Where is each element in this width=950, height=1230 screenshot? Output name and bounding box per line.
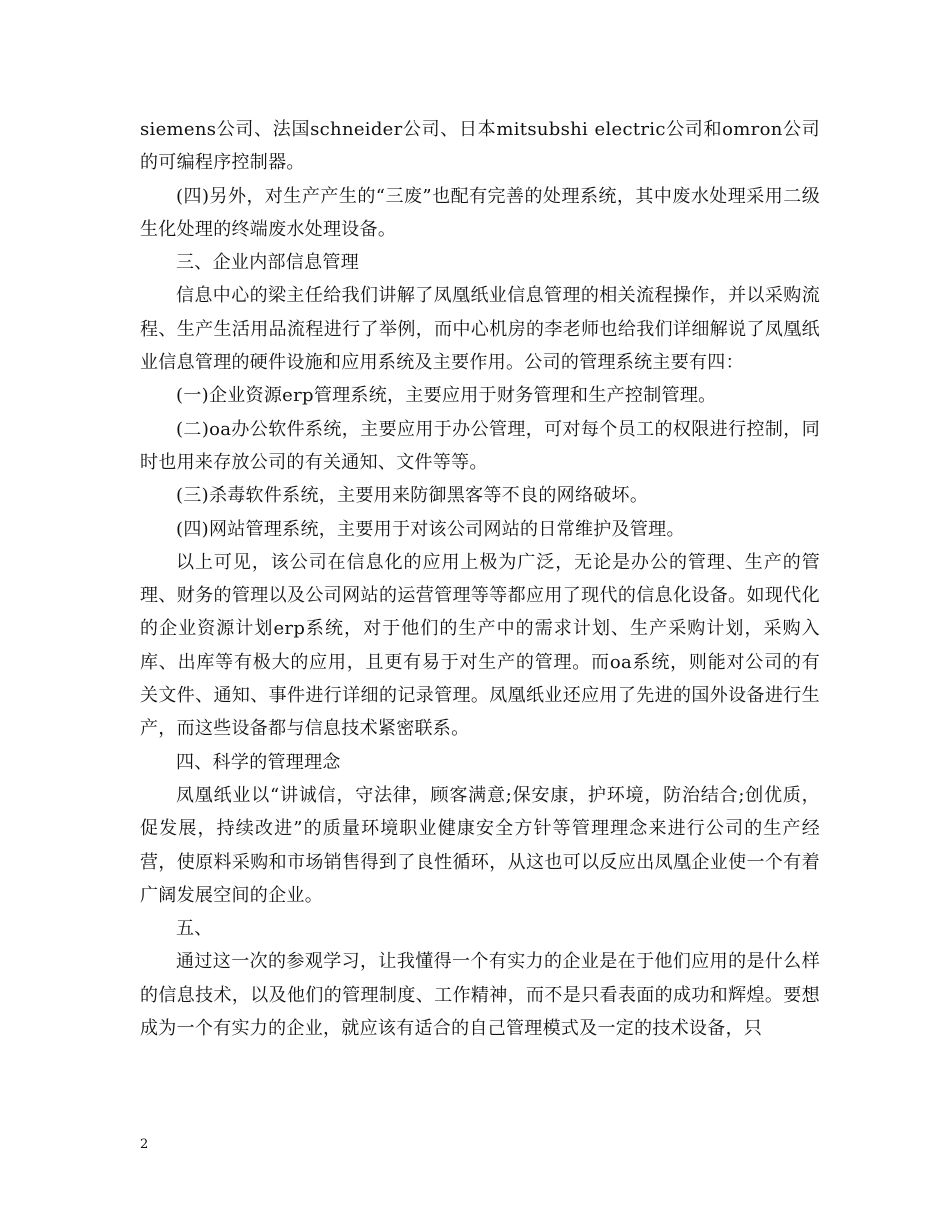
paragraph-1: siemens公司、法国schneider公司、日本mitsubshi electric公司和omron公司的可编程序控制器。 [140,119,820,174]
section-heading-5: 五、 [176,918,213,940]
paragraph-5: (一)企业资源erp管理系统，主要应用于财务管理和生产控制管理。 [176,385,717,407]
paragraph-13: 通过这一次的参观学习，让我懂得一个有实力的企业是在于他们应用的是什么样的信息技术，以及他们的管理制度、工作精神，而不是只看表面的成功和辉煌。要想成为一个有实力的企业，就应该有适合的自己管理模式及一定的技术设备，只 [140,951,820,1040]
paragraph-4: 信息中心的梁主任给我们讲解了凤凰纸业信息管理的相关流程操作，并以采购流程、生产生活用品流程进行了举例，而中心机房的李老师也给我们详细解说了凤凰纸业信息管理的硬件设施和应用系统及主要作用。公司的管理系统主要有四： [140,285,820,374]
section-heading-3: 三、企业内部信息管理 [176,252,359,274]
document-body [140,113,820,1045]
paragraph-2: (四)另外，对生产产生的“三废”也配有完善的处理系统，其中废水处理采用二级生化处理的终端废水处理设备。 [140,185,820,240]
paragraph-8: (四)网站管理系统，主要用于对该公司网站的日常维护及管理。 [176,518,685,540]
paragraph-9: 以上可见，该公司在信息化的应用上极为广泛，无论是办公的管理、生产的管理、财务的管理以及公司网站的运营管理等等都应用了现代的信息化设备。如现代化的企业资源计划erp系统，对于他们的生产中的需求计划、生产采购计划，采购入库、出库等有极大的应用，且更有易于对生产的管理。而oa系统，则能对公司的有关文件、通知、事件进行详细的记录管理。凤凰纸业还应用了先进的国外设备进行生产，而这些设备都与信息技术紧密联系。 [140,551,820,740]
paragraph-7: (三)杀毒软件系统，主要用来防御黑客等不良的网络破坏。 [176,485,649,507]
section-heading-4: 四、科学的管理理念 [176,751,341,773]
paragraph-11: 凤凰纸业以“讲诚信，守法律，顾客满意;保安康，护环境，防治结合;创优质，促发展，持续改进”的质量环境职业健康安全方针等管理理念来进行公司的生产经营，使原料采购和市场销售得到了良性循环，从这也可以反应出凤凰企业使一个有着广阔发展空间的企业。 [140,784,820,906]
paragraph-6: (二)oa办公软件系统，主要应用于办公管理，可对每个员工的权限进行控制，同时也用来存放公司的有关通知、文件等等。 [140,418,820,473]
page-number: 2 [140,1137,149,1152]
